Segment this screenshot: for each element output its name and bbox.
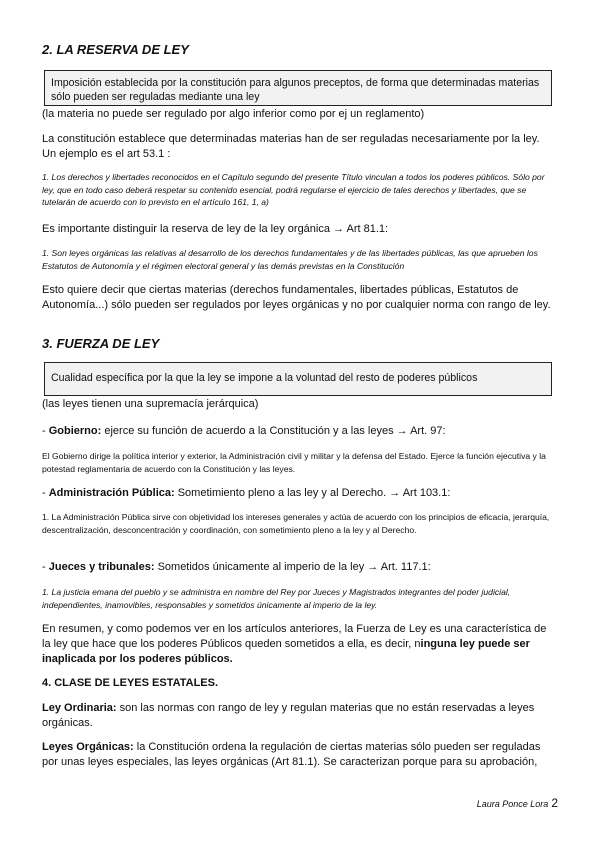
administracion-line: - Administración Pública: Sometimiento pleno a las ley y al Derecho. → Art 103.1: [42,487,451,499]
administracion-label: Administración Pública: [48,487,175,499]
summary-bold: inguna ley puede ser inaplicada por los poderes públicos. [42,638,530,665]
jueces-line: - Jueces y tribunales: Sometidos únicamente al imperio de la ley → Art. 117.1: [42,561,431,573]
leyes-organicas-paragraph [42,740,556,770]
art-97-quote: El Gobierno dirige la política interior y exterior, la Administración civil y militar y la defensa del Estado. Ejerce la función ejecutiva y la potestad reglamentaria de acuerdo con la Constitución y las leyes. [42,451,546,474]
footer-author: Laura Ponce Lora [476,799,549,809]
fuerza-definition-text: Cualidad específica por la que la ley se impone a la voluntad del resto de poderes públicos [51,372,478,384]
page-number: 2 [551,796,558,810]
ley-ordinaria-text: son las normas con rango de ley y regulan materias que no están reservadas a leyes orgánicas. [42,702,535,729]
ley-ordinaria-label: Ley Ordinaria: [42,702,117,714]
art-53-quote: 1. Los derechos y libertades reconocidos en el Capítulo segundo del presente Título vinculan a todos los poderes públicos. Sólo por ley, que en todo caso deberá respetar su contenido esencial, podrá regularse el ejercicio de tales derechos y libertades, que se tutelarán de acuerdo con lo previsto en el artículo 161, 1, a) [42,172,545,207]
section-2-title: 2. LA RESERVA DE LEY [42,42,189,57]
jueces-text: Sometidos únicamente al imperio de la ley → Art. 117.1: [154,561,431,573]
reserva-paragraph-2: Es importante distinguir la reserva de ley de la ley orgánica → Art 81.1: [42,223,389,235]
administracion-text: Sometimiento pleno a las ley y al Derecho. → Art 103.1: [174,487,451,499]
section-4-title: 4. CLASE DE LEYES ESTATALES. [42,677,219,689]
fuerza-summary [42,622,556,667]
reserva-note: (la materia no puede ser regulado por algo inferior como por ej un reglamento) [42,108,425,120]
reserva-paragraph-3: Esto quiere decir que ciertas materias (derechos fundamentales, libertades públicas, Estatutos de Autonomía...) sólo pueden ser regulados por leyes orgánicas y no por cualquier norma con rango de ley. [42,284,551,311]
section-3-title: 3. FUERZA DE LEY [42,336,160,351]
reserva-paragraph-1: La constitución establece que determinadas materias han de ser reguladas necesariamente por la ley. Un ejemplo es el art 53.1 : [42,133,540,160]
reserva-definition-box [44,70,552,106]
leyes-organicas-label: Leyes Orgánicas: [42,741,134,753]
summary-text: En resumen, y como podemos ver en los artículos anteriores, la Fuerza de Ley es una característica de la ley que hace que los poderes Públicos queden sometidos a ella, es decir, n [42,623,547,650]
ley-ordinaria-paragraph [42,701,556,731]
leyes-organicas-text: la Constitución ordena la regulación de ciertas materias sólo pueden ser reguladas por unas leyes especiales, las leyes orgánicas (Art 81.1). Se caracterizan porque para su aprobación, [42,741,541,768]
gobierno-line: - Gobierno: ejerce su función de acuerdo a la Constitución y a las leyes → Art. 97: [42,425,446,437]
page-footer [477,796,558,810]
gobierno-text: ejerce su función de acuerdo a la Constitución y a las leyes → Art. 97: [101,425,446,437]
art-103-quote: 1. La Administración Pública sirve con objetividad los intereses generales y actúa de acuerdo con los principios de eficacia, jerarquía, descentralización, desconcentración y coordinación, con sometimiento pleno a la ley y al Derecho. [42,512,550,535]
gobierno-label: Gobierno: [48,425,102,437]
art-117-quote: 1. La justicia emana del pueblo y se administra en nombre del Rey por Jueces y Magistrados integrantes del poder judicial, independientes, inamovibles, responsables y sometidos únicamente al imperio de la ley. [42,587,511,610]
jueces-label: Jueces y tribunales: [48,561,155,573]
fuerza-note: (las leyes tienen una supremacía jerárquica) [42,398,259,410]
fuerza-definition-box [44,362,552,396]
reserva-definition-text: Imposición establecida por la constitución para algunos preceptos, de forma que determinadas materias sólo pueden ser reguladas mediante una ley [51,77,540,103]
art-81-quote: 1. Son leyes orgánicas las relativas al desarrollo de los derechos fundamentales y de las libertades públicas, las que aprueben los Estatutos de Autonomía y el régimen electoral general y las demás previstas en la Constitución [42,248,538,271]
